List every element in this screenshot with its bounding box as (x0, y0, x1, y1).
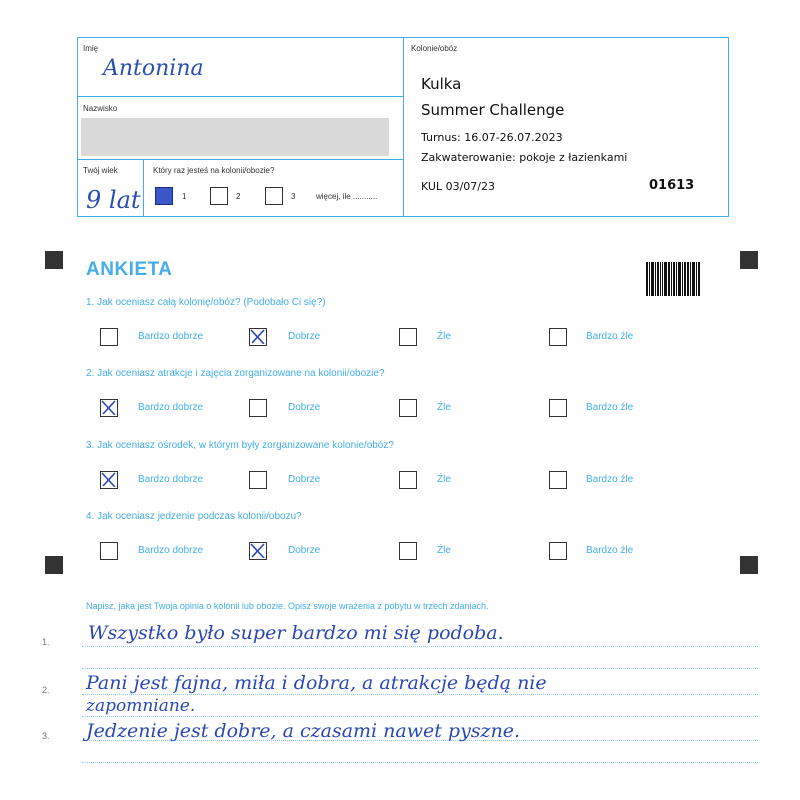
question-4-checkbox-bardzo-dobrze[interactable] (100, 542, 118, 560)
answer-line (82, 716, 758, 717)
colony-code: KUL 03/07/23 (421, 180, 495, 193)
question-3-checkbox-dobrze[interactable] (249, 471, 267, 489)
question-2-checkbox-bardzo-dobrze[interactable] (100, 399, 118, 417)
times-checkbox-3[interactable] (265, 187, 283, 205)
times-label: Który raz jesteś na kolonii/obozie? (153, 166, 275, 175)
age-field[interactable]: 9 lat (86, 186, 141, 214)
registration-mark-top-left (45, 251, 63, 269)
answer-sentence-1[interactable]: Wszystko było super bardzo mi się podoba. (88, 622, 504, 644)
line-number-3: 3. (42, 731, 50, 741)
colony-name-line-1: Kulka (421, 75, 462, 93)
question-3-option-dobrze: Dobrze (288, 474, 321, 485)
question-4-checkbox-zle[interactable] (399, 542, 417, 560)
question-1-option-dobrze: Dobrze (288, 331, 321, 342)
question-3-option-zle: Źle (437, 474, 451, 485)
registration-mark-top-right (740, 251, 758, 269)
age-label: Twój wiek (83, 166, 118, 175)
check-mark-icon (101, 472, 116, 487)
surname-redaction (81, 118, 389, 156)
answer-line (82, 646, 758, 647)
question-1-checkbox-dobrze[interactable] (249, 328, 267, 346)
colony-name-line-2: Summer Challenge (421, 101, 565, 119)
question-4-option-dobrze: Dobrze (288, 545, 321, 556)
question-2-option-zle: Źle (437, 402, 451, 413)
question-4-checkbox-dobrze[interactable] (249, 542, 267, 560)
answer-sentence-3[interactable]: Jedzenie jest dobre, a czasami nawet pyszne. (86, 720, 521, 742)
colony-label: Kolonie/obóz (411, 44, 458, 53)
question-1-checkbox-zle[interactable] (399, 328, 417, 346)
times-more-label: więcej, ile ........... (316, 192, 378, 201)
times-option-1: 1 (182, 192, 187, 201)
header-form (77, 37, 729, 217)
question-3-option-bardzo-dobrze: Bardzo dobrze (138, 474, 204, 485)
name-field[interactable]: Antonina (103, 56, 204, 81)
registration-mark-bottom-left (45, 556, 63, 574)
line-number-2: 2. (42, 685, 50, 695)
accommodation-text: Zakwaterowanie: pokoje z łazienkami (421, 151, 628, 164)
question-1-option-zle: Źle (437, 331, 451, 342)
question-2-option-dobrze: Dobrze (288, 402, 321, 413)
turnus-text: Turnus: 16.07-26.07.2023 (421, 131, 563, 144)
opinion-prompt: Napisz, jaka jest Twoja opinia o kolonii lub obozie. Opisz swoje wrażenia z pobytu w trzech zdaniach. (86, 601, 489, 611)
form-number: 01613 (649, 178, 695, 193)
times-option-3: 3 (291, 192, 296, 201)
line-number-1: 1. (42, 637, 50, 647)
answer-sentence-2[interactable]: Pani jest fajna, miła i dobra, a atrakcje będą nie (86, 672, 547, 694)
answer-sentence-2-continued[interactable]: zapomniane. (86, 696, 196, 716)
question-2-option-bardzo-zle: Bardzo źle (586, 402, 634, 413)
question-3-checkbox-bardzo-zle[interactable] (549, 471, 567, 489)
times-checkbox-1[interactable] (155, 187, 173, 205)
question-3-checkbox-zle[interactable] (399, 471, 417, 489)
question-1-checkbox-bardzo-zle[interactable] (549, 328, 567, 346)
times-option-2: 2 (236, 192, 241, 201)
times-checkbox-2[interactable] (210, 187, 228, 205)
question-4-option-zle: Źle (437, 545, 451, 556)
question-2-checkbox-dobrze[interactable] (249, 399, 267, 417)
question-2-checkbox-zle[interactable] (399, 399, 417, 417)
question-4-option-bardzo-zle: Bardzo źle (586, 545, 634, 556)
question-2-text: 2. Jak oceniasz atrakcje i zajęcia zorganizowane na kolonii/obozie? (86, 368, 385, 379)
question-3-text: 3. Jak oceniasz ośrodek, w którym były zorganizowane kolonie/obóz? (86, 440, 394, 451)
answer-line (82, 668, 758, 669)
question-2-option-bardzo-dobrze: Bardzo dobrze (138, 402, 204, 413)
question-1-option-bardzo-zle: Bardzo źle (586, 331, 634, 342)
check-mark-icon (250, 543, 265, 558)
question-4-checkbox-bardzo-zle[interactable] (549, 542, 567, 560)
question-4-option-bardzo-dobrze: Bardzo dobrze (138, 545, 204, 556)
name-label: Imię (83, 44, 99, 53)
check-mark-icon (250, 329, 265, 344)
question-2-checkbox-bardzo-zle[interactable] (549, 399, 567, 417)
registration-mark-bottom-right (740, 556, 758, 574)
question-1-checkbox-bardzo-dobrze[interactable] (100, 328, 118, 346)
surname-label: Nazwisko (83, 104, 118, 113)
question-1-option-bardzo-dobrze: Bardzo dobrze (138, 331, 204, 342)
check-mark-icon (101, 400, 116, 415)
question-3-checkbox-bardzo-dobrze[interactable] (100, 471, 118, 489)
survey-title: ANKIETA (86, 259, 173, 280)
barcode-image (646, 262, 701, 296)
answer-line (82, 694, 758, 695)
question-1-text: 1. Jak oceniasz całą kolonię/obóz? (Podobało Ci się?) (86, 297, 326, 308)
question-3-option-bardzo-zle: Bardzo źle (586, 474, 634, 485)
question-4-text: 4. Jak oceniasz jedzenie podczas kolonii/obozu? (86, 511, 302, 522)
answer-line (82, 762, 758, 763)
